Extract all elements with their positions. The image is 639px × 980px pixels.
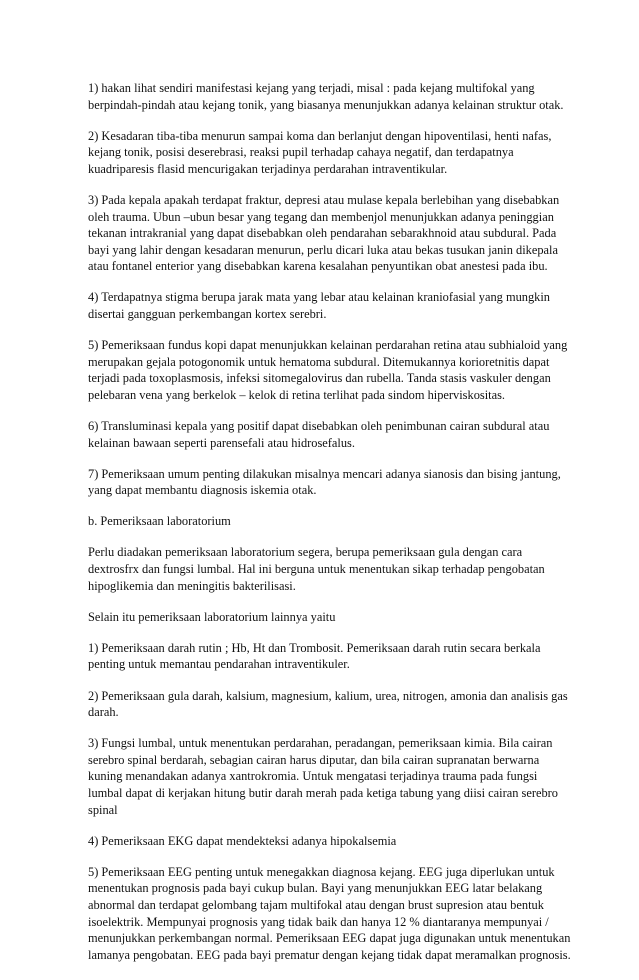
paragraph xyxy=(88,864,587,964)
text-line: penting untuk memantau pendarahan intraventikuler. xyxy=(88,657,350,672)
text-line: spinal xyxy=(88,802,118,817)
text-line: lamanya pengobatan. EEG pada bayi prematur dengan kejang tidak dapat meramalkan prognosis. xyxy=(88,947,571,962)
text-line: merupakan gejala potogonomik untuk hematoma subdural. Ditemukannya korioretnitis dapat xyxy=(88,354,550,369)
paragraph xyxy=(88,418,587,451)
text-line: hipoglikemia dan meningitis bakterilisasi. xyxy=(88,578,296,593)
paragraph xyxy=(88,128,587,178)
paragraph xyxy=(88,192,587,275)
text-line: 2) Pemeriksaan gula darah, kalsium, magnesium, kalium, urea, nitrogen, amonia dan analisis gas xyxy=(88,688,568,703)
text-line: disertai gangguan perkembangan kortex serebri. xyxy=(88,307,327,322)
text-line: oleh trauma. Ubun –ubun besar yang tegang dan membenjol menunjukkan adanya peninggian xyxy=(88,209,554,224)
text-line: darah. xyxy=(88,705,119,720)
text-line: 3) Fungsi lumbal, untuk menentukan perdarahan, peradangan, pemeriksaan kimia. Bila cairan xyxy=(88,736,553,751)
text-line: lumbal dapat di kerjakan hitung butir darah merah pada ketiga tabung yang diisi cairan serebro xyxy=(88,786,558,800)
text-line: pelebaran vena yang berkelok – kelok di retina terlihat pada sindom hiperviskositas. xyxy=(88,387,506,402)
text-line: 1) Pemeriksaan darah rutin ; Hb, Ht dan Trombosit. Pemeriksaan darah rutin secara berkala xyxy=(88,640,541,655)
text-line: tekanan intrakranial yang dapat disebabkan oleh pendarahan sebarakhnoid atau subdural. Pada xyxy=(88,226,557,241)
text-line: Perlu diadakan pemeriksaan laboratorium segera, berupa pemeriksaan gula dengan cara xyxy=(88,545,523,560)
text-line: Selain itu pemeriksaan laboratorium lainnya yaitu xyxy=(88,609,336,624)
text-line: 1) hakan lihat sendiri manifestasi kejang yang terjadi, misal : pada kejang multifokal yang xyxy=(88,81,535,95)
text-line: isoelektrik. Mempunyai prognosis yang tidak baik dan hanya 12 % diantaranya mempunyai / xyxy=(88,914,549,929)
text-line: 6) Transluminasi kepala yang positif dapat disebabkan oleh penimbunan cairan subdural atau xyxy=(88,419,550,433)
paragraph xyxy=(88,688,587,721)
paragraph xyxy=(88,833,587,850)
paragraph xyxy=(88,466,587,499)
text-line: 7) Pemeriksaan umum penting dilakukan misalnya mencari adanya sianosis dan bising jantung, xyxy=(88,466,561,481)
paragraph xyxy=(88,640,587,673)
text-line: 4) Terdapatnya stigma berupa jarak mata yang lebar atau kelainan kraniofasial yang mungkin xyxy=(88,290,550,305)
paragraph xyxy=(88,544,587,594)
text-line: kuning menandakan adanya xantrokromia. Untuk mengatasi terjadinya trauma pada fungsi xyxy=(88,769,538,784)
text-line: kelainan bawaan seperti parensefali atau hidrosefalus. xyxy=(88,435,355,450)
text-line: 5) Pemeriksaan fundus kopi dapat menunjukkan kelainan perdarahan retina atau subhialoid yang xyxy=(88,338,568,353)
text-line: dextrosfrx dan fungsi lumbal. Hal ini berguna untuk menentukan sikap terhadap pengobatan xyxy=(88,562,545,577)
text-line: kuadriparesis flasid mencurigakan terjadinya perdarahan intraventikular. xyxy=(88,161,448,176)
text-line: b. Pemeriksaan laboratorium xyxy=(88,514,231,529)
paragraph xyxy=(88,609,587,626)
text-line: terjadi pada toxoplasmosis, infeksi sitomegalovirus dan rubella. Tanda stasis vaskuler dengan xyxy=(88,371,551,386)
text-line: 4) Pemeriksaan EKG dapat mendekteksi adanya hipokalsemia xyxy=(88,833,397,848)
paragraph xyxy=(88,337,587,403)
text-line: 3) Pada kepala apakah terdapat fraktur, depresi atau mulase kepala berlebihan yang disebabkan xyxy=(88,192,560,207)
section-heading xyxy=(88,513,587,530)
text-line: 5) Pemeriksaan EEG penting untuk menegakkan diagnosa kejang. EEG juga diperlukan untuk xyxy=(88,864,555,879)
text-line: 2) Kesadaran tiba-tiba menurun sampai koma dan berlanjut dengan hipoventilasi, henti nafas, xyxy=(88,128,552,143)
text-line: kejang tonik, posisi deserebrasi, reaksi pupil terhadap cahaya negatif, dan terdapatnya xyxy=(88,145,514,160)
text-line: yang dapat membantu diagnosis iskemia otak. xyxy=(88,483,317,498)
text-line: bayi yang lahir dengan kesadaran menurun, perlu dicari luka atau bekas tusukan janin dikepala xyxy=(88,242,558,257)
text-line: atau fontanel enterior yang disebabkan karena kesalahan penyuntikan obat anestesi pada ibu. xyxy=(88,259,548,274)
text-line: menunjukkan perkembangan normal. Pemeriksaan EEG dapat juga digunakan untuk menentukan xyxy=(88,931,571,946)
paragraph xyxy=(88,735,587,818)
text-line: berpindah-pindah atau kejang tonik, yang biasanya menunjukkan adanya kelainan struktur otak. xyxy=(88,97,564,112)
text-line: serebro spinal berdarah, sebagian cairan harus diputar, dan bila cairan supranatan berwarna xyxy=(88,752,540,767)
paragraph xyxy=(88,80,587,113)
text-line: menentukan prognosis pada bayi cukup bulan. Bayi yang menunjukkan EEG latar belakang xyxy=(88,881,543,896)
text-line: abnormal dan terdapat gelombang tajam multifokal atau dengan brust supresion atau bentuk xyxy=(88,897,544,912)
paragraph xyxy=(88,289,587,322)
